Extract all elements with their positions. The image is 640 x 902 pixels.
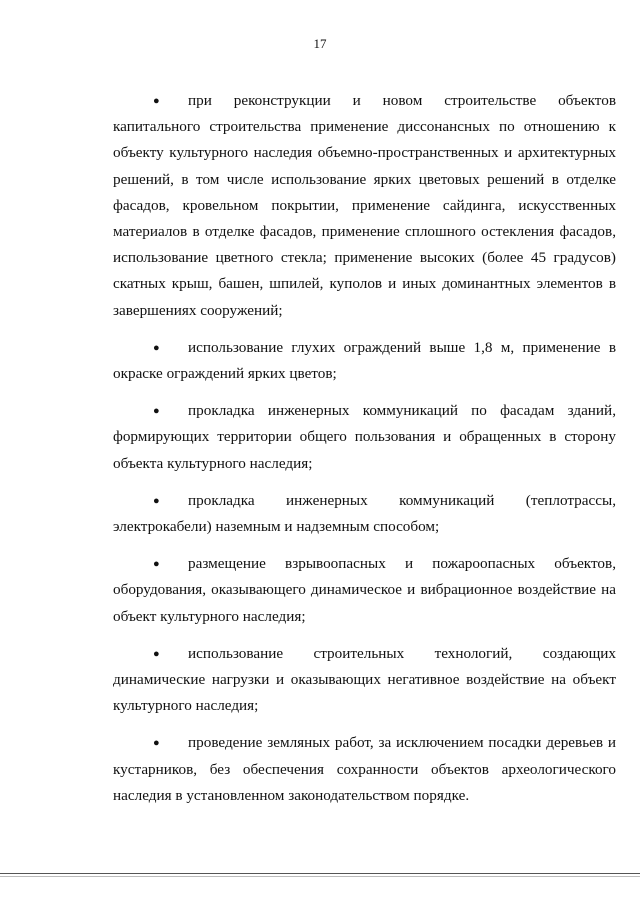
list-item-text: использование строительных технологий, создающих динамические нагрузки и оказывающих негативное воздействие на объект культурного наследия; <box>113 644 616 715</box>
list-item-text: при реконструкции и новом строительстве объектов капитального строительства применение диссонансных по отношению к объекту культурного наследия объемно-пространственных и архитектурных решений, в том числе использование ярких цветовых решений в отделке фасадов, кровельном покрытии, применение сайдинга, искусственных материалов в отделке фасадов, применение сплошного остекления фасадов, использование цветного стекла; применение высоких (более 45 градусов) скатных крыш, башен, шпилей, куполов и иных доминантных элементов в завершениях сооружений; <box>113 92 616 319</box>
list-item <box>113 488 616 540</box>
bullet-icon: ● <box>153 737 160 750</box>
bullet-icon: ● <box>153 558 160 571</box>
document-body <box>113 88 616 820</box>
bullet-icon: ● <box>153 405 160 418</box>
list-item <box>113 335 616 387</box>
bullet-icon: ● <box>153 647 160 660</box>
bullet-icon: ● <box>153 95 160 107</box>
list-item <box>113 551 616 630</box>
list-item <box>113 641 616 720</box>
bullet-icon: ● <box>153 494 160 507</box>
list-item <box>113 398 616 477</box>
list-item-text: прокладка инженерных коммуникаций по фасадам зданий, формирующих территории общего пользования и обращенных в сторону объекта культурного наследия; <box>113 402 616 472</box>
list-item-text: проведение земляных работ, за исключением посадки деревьев и кустарников, без обеспечения сохранности объектов археологического наследия в установленном законодательством порядке. <box>113 734 616 804</box>
list-item-text: использование глухих ограждений выше 1,8 м, применение в окраске ограждений ярких цветов; <box>113 338 616 383</box>
page-bottom-rule-secondary <box>0 876 640 877</box>
list-item-text: размещение взрывоопасных и пожароопасных объектов, оборудования, оказывающего динамическое и вибрационное воздействие на объект культурного наследия; <box>113 555 616 625</box>
page-number: 17 <box>313 36 327 51</box>
bullet-icon: ● <box>153 341 160 354</box>
list-item <box>113 730 616 809</box>
list-item-text: прокладка инженерных коммуникаций (теплотрассы, электрокабели) наземным и надземным способом; <box>113 491 616 536</box>
page-bottom-rule <box>0 873 640 874</box>
list-item <box>113 88 616 324</box>
